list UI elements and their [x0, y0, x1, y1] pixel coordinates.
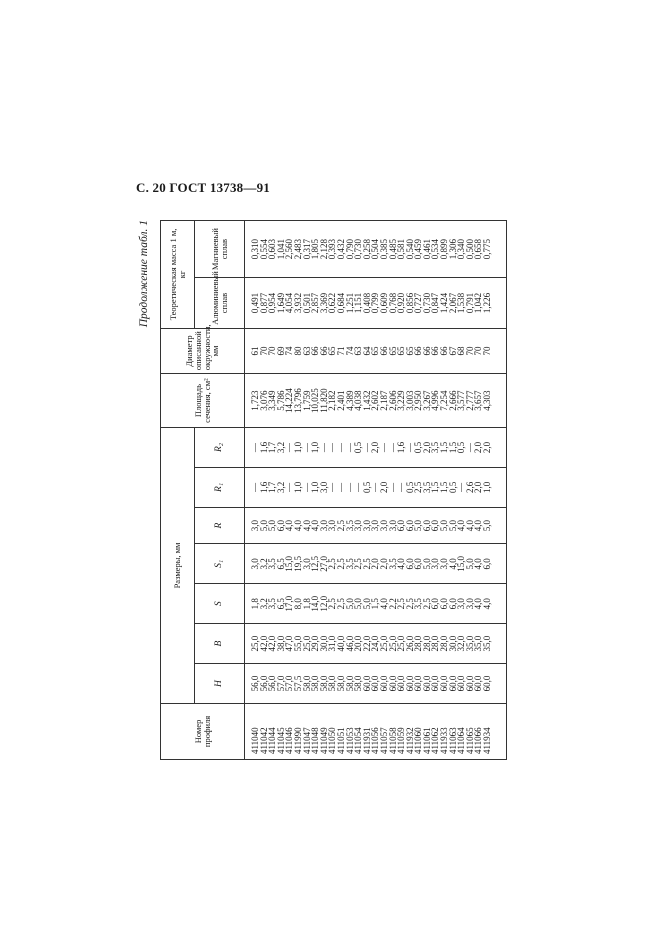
col-mass-magnesium: 0,310 0,554 0,603 1,041 2,560 2,483 0,317 1,805 2,128 0,393 0,432 0,790 0,730 0,258 0,504 0,385 0,485 0,581 0,540 0,459 0,461 0,534 0,899 1,306 0,340 0,500 0,658 0,775 [250, 238, 493, 260]
col-s: 1,8 3,2 3,5 6,5 17,0 8,0 1,8 14,0 12,0 2,5 2,5 5,0 5,0 5,0 1,5 4,0 2,2 2,5 2,5 3,5 2,5 6,0 6,0 6,0 3,0 3,0 4,0 4,0 [250, 595, 493, 612]
header-mass: Теоретическая масса 1 м, кг [161, 221, 195, 329]
header-area: Площадь сечения, см² [161, 374, 245, 428]
header-dim-s1: S₁ [195, 544, 245, 584]
col-r: 3,0 5,0 5,0 6,0 4,0 4,0 4,0 4,0 3,0 3,0 2,5 3,5 3,0 3,0 3,0 3,0 3,0 6,0 6,0 5,0 6,0 6,0 5,0 5,0 4,0 4,0 4,0 5,0 [250, 520, 493, 532]
header-mass-magnesium: Магниевый сплав [195, 221, 245, 278]
header-dim-r2: R₂ [195, 428, 245, 468]
page-header: С. 20 ГОСТ 13738—91 [136, 180, 270, 195]
header-dim-h: H [195, 664, 245, 704]
col-b: 25,0 42,0 42,0 38,0 47,0 55,0 25,0 29,0 30,0 31,0 40,0 46,0 20,0 22,0 24,0 25,0 25,0 25,0 26,0 28,0 28,0 28,0 28,0 30,0 32,0 35,0 35,0 35,0 [250, 635, 493, 652]
col-r1: — 1,6 1,7 3,2 — 1,0 — 1,0 3,0 — — — — 0,5 — 2,0 — — 0,5 2,5 3,5 1,5 1,5 0,5 — 2,6 2,0 1,0 [250, 481, 493, 493]
rotated-table-block [138, 220, 507, 760]
header-dim-s: S [195, 584, 245, 624]
header-dim-b: B [195, 624, 245, 664]
col-h: 56,0 56,0 56,0 57,0 57,0 57,5 58,0 58,0 58,0 58,0 58,0 58,0 58,0 60,0 60,0 60,0 60,0 60,0 60,0 60,0 60,0 60,0 60,0 60,0 60,0 60,0 60,0 60,0 [250, 675, 493, 692]
col-diameter: 61 70 70 69 74 80 63 66 66 65 71 74 63 64 65 66 65 65 65 66 66 66 66 67 68 70 70 70 [250, 346, 493, 356]
col-area: 1,723 3,076 3,349 5,786 14,224 13,796 1,759 10,025 11,820 2,182 2,401 4,389 4,038 1,432 2,602 2,187 2,606 3,229 3,003 2,950 3,267 4,996 7,254 2,666 3,577 2,777 3,657 4,303 [250, 388, 493, 413]
header-dim-r1: R₁ [195, 467, 245, 507]
col-r2: — 1,6 1,7 3,2 — 1,0 — 1,0 — — — — 0,5 — 2,0 — — 1,6 — 0,5 2,0 3,5 1,5 1,5 0,5 — 2,0 2,0 [250, 441, 493, 454]
header-diameter: Диаметр описанной окружности, мм [161, 328, 245, 373]
col-profile-number: 411040 411042 411044 411045 411046 411990 411047 411048 411049 411050 411051 411053 411054 411931 411056 411057 411058 411059 411932 411060 411061 411062 411933 411063 411064 411065 411066 411934 [250, 727, 493, 754]
table-caption: Продолжение табл. 1 [138, 220, 150, 328]
header-dimensions: Размеры, мм [161, 428, 195, 704]
header-dim-r: R [195, 507, 245, 544]
header-profile-number: Номер профиля [161, 703, 245, 759]
col-s1: 3,0 3,2 3,5 6,5 15,0 19,5 3,0 12,5 27,0 2,5 2,5 3,5 2,5 2,5 2,0 2,0 3,5 4,0 6,0 6,0 5,0 3,0 3,0 4,0 15,0 5,0 4,0 6,0 [250, 556, 493, 572]
header-mass-aluminum: Алюминиевый сплав [195, 278, 245, 329]
profile-spec-table [160, 220, 507, 760]
col-mass-aluminum: 0,491 0,877 0,954 1,649 4,054 3,932 0,501 2,857 3,369 0,622 0,684 1,251 1,151 0,408 0,799 0,609 0,768 0,920 0,856 0,727 0,730 0,847 1,424 2,067 1,538 0,791 1,042 1,226 [250, 292, 493, 314]
